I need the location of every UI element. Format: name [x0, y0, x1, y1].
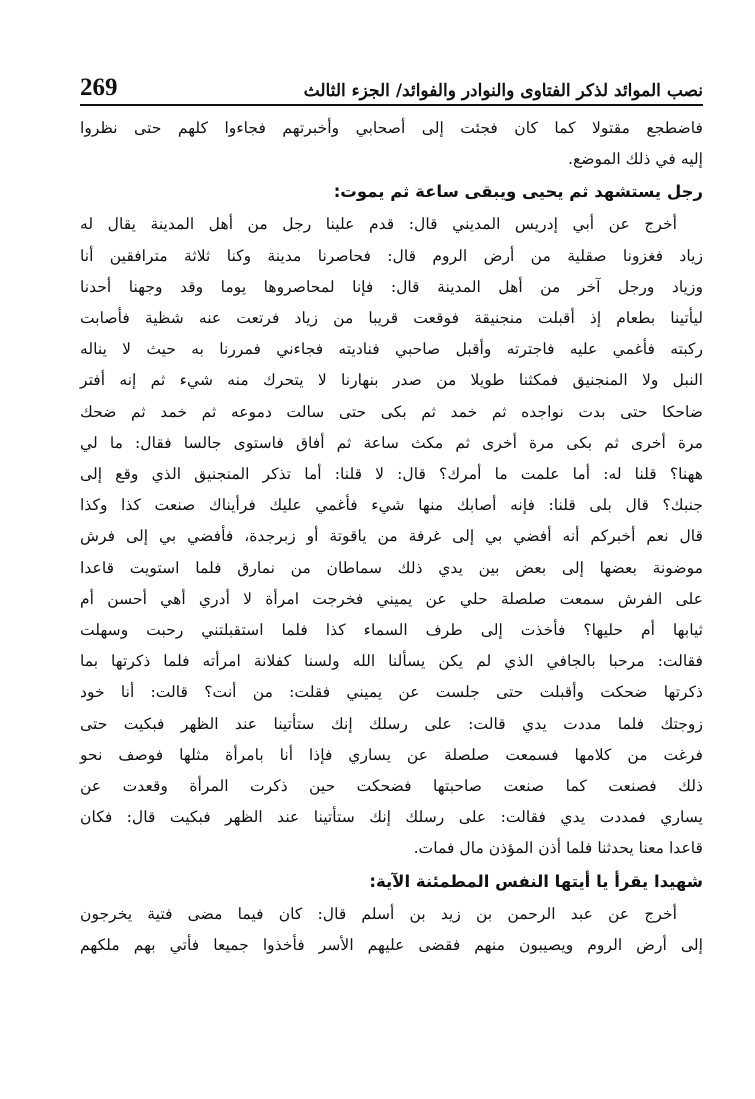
paragraph-3	[80, 899, 703, 961]
section-heading-1: رجل يستشهد ثم يحيى ويبقى ساعة ثم يموت:	[333, 182, 703, 202]
header-rule	[80, 104, 703, 106]
paragraph-1	[80, 113, 703, 175]
text-line: ليأتينا بطعام إذ أقبلت منجنيقة فوقعت قريبا من زياد فرتعت عنه شظية فأصابت	[80, 309, 703, 328]
text-line: جنبك؟ قال بلى قلنا: فإنه أصابك منها شيء فأغمي عليك فرأيناك صنعت كذا وكذا	[80, 496, 703, 515]
text-line: يساري فمددت يدي فقالت: على رسلك إنك ستأتينا عند الظهر فبكيت قال: فكان	[80, 808, 703, 827]
text-line: أخرج عن أبي إدريس المديني قال: قدم علينا رجل من أهل المدينة يقال له	[80, 215, 677, 234]
text-line: زوجتك فلما مددت يدي قالت: على رسلك إنك ستأتينا عند الظهر فبكيت حتى	[80, 714, 703, 733]
text-line: النبل ولا المنجنيق فمكثنا طويلا من صدر بنهارنا لا يتحرك منه شيء ثم إنه أفتر	[80, 371, 703, 390]
text-line: أخرج عن عبد الرحمن بن زيد بن أسلم قال: كان فيما مضى فتية يخرجون	[80, 904, 677, 923]
paragraph-2	[80, 209, 703, 864]
text-line: إلى أرض الروم ويصيبون منهم فقضى عليهم الأسر فأخذوا جميعا فأتي بهم ملكهم	[80, 935, 703, 954]
text-line: مرة أخرى ثم بكى مرة أخرى ثم مكث ساعة ثم أفاق فاستوى جالسا فقال: ما لي	[80, 433, 703, 452]
text-line: إليه في ذلك الموضع.	[568, 150, 703, 169]
text-line: قاعدا معنا يحدثنا فلما أذن المؤذن مال فمات.	[413, 839, 703, 858]
text-line: ضاحكا حتى بدت نواجده ثم خمد ثم بكى حتى سالت دموعه ثم خمد ثم ضحك	[80, 402, 703, 421]
text-line: ههنا؟ قلنا له: أما علمت ما أمرك؟ قال: لا قلنا: أما تذكر المنجنيق الذي وقع إلى	[80, 465, 703, 484]
text-line: ذلك فصنعت كما صنعت صاحبتها فضحكت حين ذكرت المرأة وقعدت عن	[80, 777, 703, 796]
text-line: ثيابها أم حليها؟ فأخذت إلى طرف السماء كذا فلما استقبلتني رحبت وسهلت	[80, 621, 703, 640]
text-line: قال نعم أخبركم أنه أفضي بي إلى غرفة من ياقوتة أو زبرجدة، فأفضي بي إلى فرش	[80, 527, 703, 546]
text-line: فرغت من كلامها فسمعت صلصلة عن يساري فإذا أنا بامرأة مثلها فوصف نحو	[80, 745, 703, 764]
page-header	[80, 62, 703, 100]
section-heading-2: شهيدا يقرأ يا أيتها النفس المطمئنة الآية:	[369, 871, 703, 891]
text-line: زياد فغزونا صقلية من أرض الروم قال: فحاصرنا مدينة وكنا ثلاثة مترافقين أنا	[80, 246, 703, 265]
page-body	[80, 113, 703, 961]
text-line: فقالت: مرحبا بالجافي الذي لم يكن يسألنا الله ولسنا كفلانة امرأته فلما ذكرتها بما	[80, 652, 703, 671]
running-title: نصب الموائد لذكر الفتاوى والنوادر والفوائد/ الجزء الثالث	[303, 81, 703, 101]
text-line: موضونة بعضها إلى بعض بين يدي ذلك سماطان من نمارق فلما استويت قاعدا	[80, 558, 703, 577]
text-line: على الفرش سمعت صلصلة حلي عن يميني فخرجت امرأة لا أدري أهي أحسن أم	[80, 589, 703, 608]
text-line: وزياد ورجل آخر من أهل المدينة قال: فإنا لمحاصروها يوما وقد وجهنا أحدنا	[80, 277, 703, 296]
text-line: ذكرتها ضحكت وأقبلت حتى جلست عن يميني فقلت: من أنت؟ قالت: أنا خود	[80, 683, 703, 702]
text-line: ركبته فأغمي عليه فاجترته وأقبل صاحبي فناديته فجاءني فمررنا به حيث لا يناله	[80, 340, 703, 359]
text-line: فاضطجع مقتولا كما كان فجئت إلى أصحابي وأخبرتهم فجاءوا كلهم حتى نظروا	[80, 119, 703, 137]
page-number: 269	[80, 74, 118, 101]
